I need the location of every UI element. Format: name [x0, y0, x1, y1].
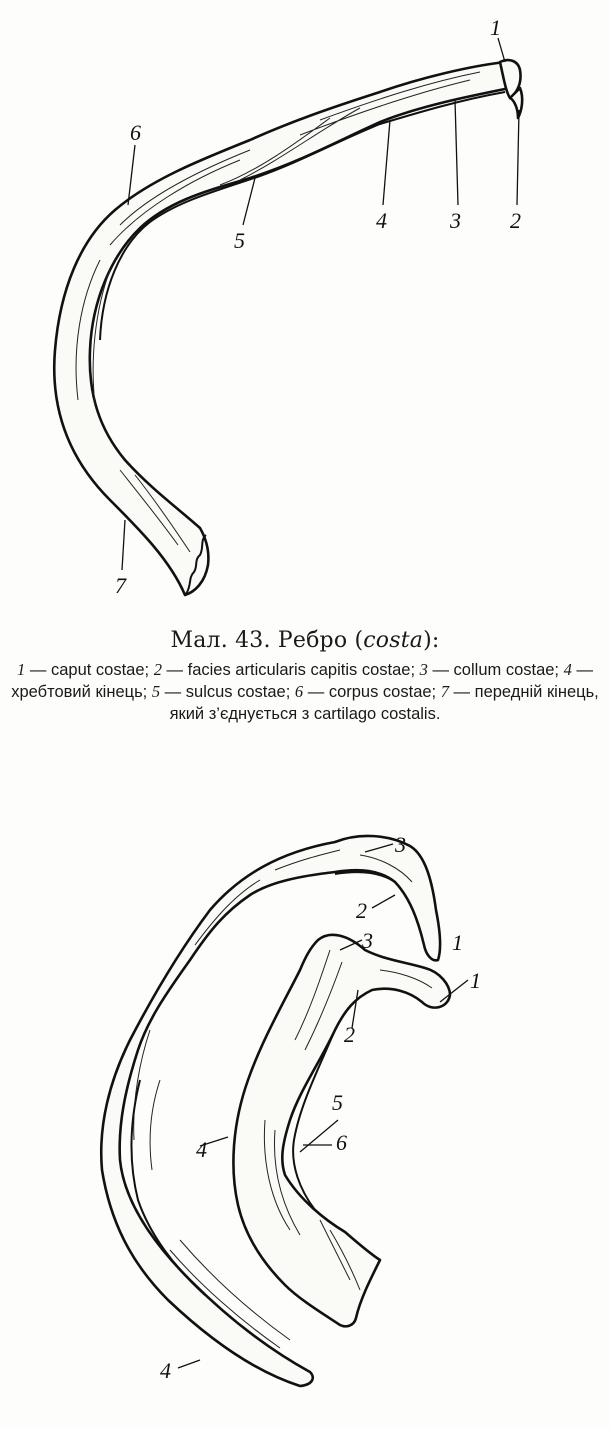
leader-4 — [383, 120, 390, 205]
label-6: 6 — [130, 120, 141, 145]
leader-5 — [243, 178, 255, 225]
label-7: 7 — [115, 573, 126, 598]
figure-caption — [10, 628, 600, 725]
leader-outer-4b — [178, 1360, 200, 1368]
label-1: 1 — [490, 15, 501, 40]
label-4: 4 — [376, 208, 387, 233]
label-inner-2: 2 — [344, 1022, 355, 1047]
label-5: 5 — [234, 228, 245, 253]
rib-illustration-top — [0, 0, 610, 620]
leader-3 — [455, 100, 458, 205]
label-outer-4: 4 — [160, 1358, 171, 1383]
leader-outer-2 — [372, 895, 395, 908]
label-inner-4: 4 — [196, 1137, 207, 1162]
label-2: 2 — [510, 208, 521, 233]
label-outer-3: 3 — [395, 832, 406, 857]
rib-body-outline — [54, 62, 510, 595]
leader-1 — [498, 38, 505, 62]
label-inner-6: 6 — [336, 1130, 347, 1155]
label-inner-5: 5 — [332, 1090, 343, 1115]
label-outer-1: 1 — [452, 930, 463, 955]
leader-2 — [517, 110, 519, 205]
leader-7 — [122, 520, 125, 570]
leader-inner-5 — [300, 1120, 338, 1152]
label-inner-1: 1 — [470, 968, 481, 993]
label-3: 3 — [450, 208, 461, 233]
label-inner-3: 3 — [362, 928, 373, 953]
rib-illustration-bottom — [0, 780, 610, 1429]
caption-title: Мал. 43. Ребро (costa): — [170, 628, 440, 653]
caption-legend: 1 — caput costae; 2 — facies articularis capitis costae; 3 — collum costae; 4 — хребтовий кінець; 5 — sulcus costae; 6 — corpus costae; 7 — передній кінець, який з’єднується з cartilago costalis. — [11, 660, 599, 723]
label-outer-2: 2 — [356, 898, 367, 923]
